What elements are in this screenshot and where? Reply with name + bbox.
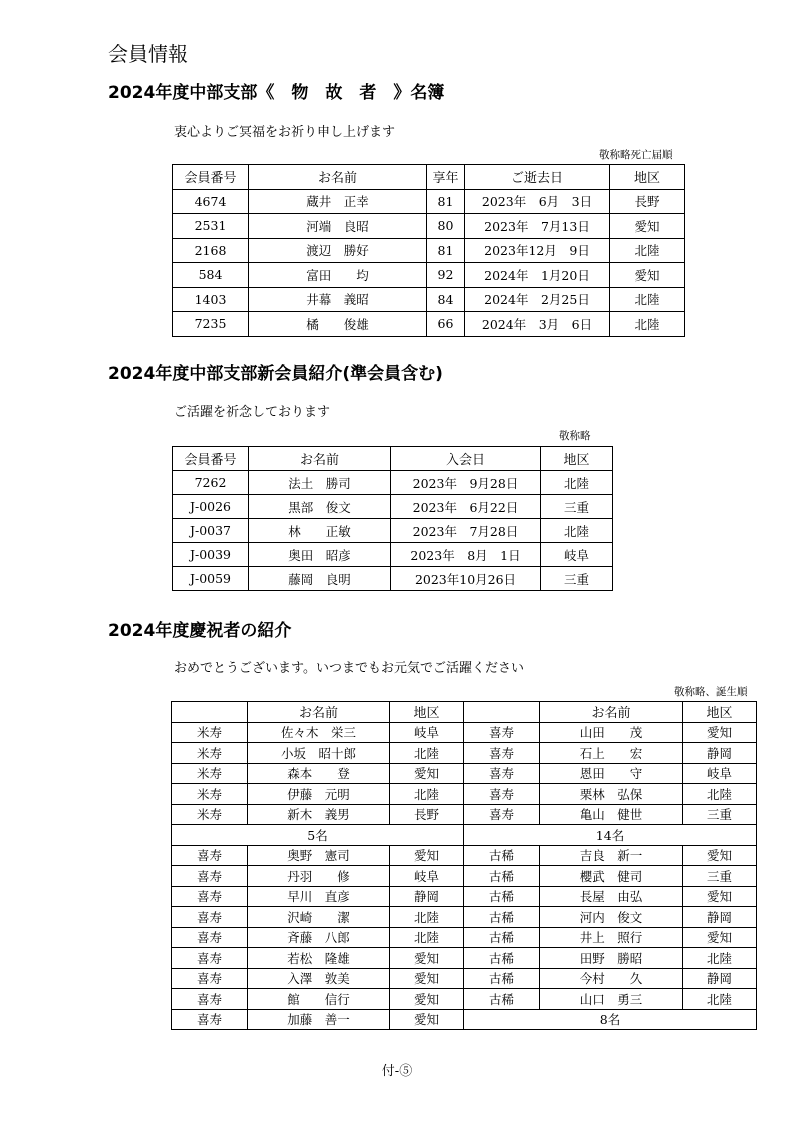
table-row [172, 743, 757, 764]
new-members-cell: 北陸 [541, 471, 613, 495]
celebration-column-header [464, 702, 540, 723]
celebration-cell: 岐阜 [683, 763, 757, 784]
celebration-cell: 静岡 [683, 743, 757, 764]
table-row [173, 519, 613, 543]
celebration-message: おめでとうございます。いつまでもお元気でご活躍ください [174, 661, 524, 676]
celebration-cell: 愛知 [390, 989, 464, 1010]
celebration-cell: 河内 俊文 [540, 907, 683, 928]
table-row [172, 968, 757, 989]
new-members-column-header: 会員番号 [173, 447, 249, 471]
celebration-cell: 山口 勇三 [540, 989, 683, 1010]
celebration-cell: 米寿 [172, 804, 248, 825]
deceased-table-header [173, 165, 685, 190]
celebration-cell: 喜寿 [464, 784, 540, 805]
deceased-table [172, 164, 685, 337]
celebration-heading: 2024年度慶祝者の紹介 [108, 621, 292, 641]
celebration-cell: 岐阜 [390, 722, 464, 743]
new-members-note: 敬称略 [559, 430, 591, 442]
deceased-column-header: ご逝去日 [465, 165, 610, 190]
celebration-cell: 沢崎 潔 [248, 907, 390, 928]
celebration-column-header: お名前 [248, 702, 390, 723]
deceased-column-header: お名前 [249, 165, 427, 190]
new-members-cell: 2023年 6月22日 [391, 495, 541, 519]
new-members-cell: 2023年 9月28日 [391, 471, 541, 495]
celebration-header-row [172, 702, 757, 723]
celebration-column-header: 地区 [683, 702, 757, 723]
table-row [173, 567, 613, 591]
table-row [173, 543, 613, 567]
celebration-cell: 喜寿 [172, 907, 248, 928]
table-row [173, 287, 685, 312]
celebration-cell: 井上 照行 [540, 927, 683, 948]
celebration-cell: 早川 直彦 [248, 886, 390, 907]
table-row [173, 189, 685, 214]
celebration-cell: 米寿 [172, 763, 248, 784]
celebration-column-header: お名前 [540, 702, 683, 723]
count-right: 14名 [464, 825, 757, 846]
celebration-cell: 古稀 [464, 927, 540, 948]
celebration-cell: 三重 [683, 866, 757, 887]
celebration-cell: 山田 茂 [540, 722, 683, 743]
deceased-cell: 84 [427, 287, 465, 312]
celebration-cell: 佐々木 栄三 [248, 722, 390, 743]
new-members-cell: 奥田 昭彦 [249, 543, 391, 567]
count-row [172, 825, 757, 846]
celebration-cell: 静岡 [683, 907, 757, 928]
celebration-cell: 喜寿 [464, 743, 540, 764]
new-members-cell: 三重 [541, 495, 613, 519]
table-row [172, 784, 757, 805]
celebration-cell: 伊藤 元明 [248, 784, 390, 805]
celebration-cell: 愛知 [390, 1009, 464, 1030]
new-members-cell: J-0039 [173, 543, 249, 567]
table-row [172, 866, 757, 887]
celebration-cell: 若松 隆雄 [248, 948, 390, 969]
page-header-title: 会員情報 [108, 42, 188, 66]
deceased-cell: 81 [427, 238, 465, 263]
celebration-table [171, 701, 757, 1030]
celebration-cell: 新木 義男 [248, 804, 390, 825]
deceased-cell: 1403 [173, 287, 249, 312]
deceased-cell: 584 [173, 263, 249, 288]
celebration-cell: 静岡 [390, 886, 464, 907]
deceased-cell: 富田 均 [249, 263, 427, 288]
celebration-cell: 愛知 [390, 968, 464, 989]
deceased-cell: 2024年 2月25日 [465, 287, 610, 312]
deceased-cell: 渡辺 勝好 [249, 238, 427, 263]
new-members-table-body [173, 471, 613, 591]
new-members-table-header [173, 447, 613, 471]
celebration-cell: 奥野 憲司 [248, 845, 390, 866]
celebration-cell: 吉良 新一 [540, 845, 683, 866]
new-members-cell: J-0037 [173, 519, 249, 543]
deceased-cell: 愛知 [610, 263, 685, 288]
celebration-cell: 小坂 昭十郎 [248, 743, 390, 764]
celebration-cell: 愛知 [390, 845, 464, 866]
table-row [172, 989, 757, 1010]
celebration-cell: 古稀 [464, 907, 540, 928]
celebration-cell: 喜寿 [172, 886, 248, 907]
deceased-cell: 7235 [173, 312, 249, 337]
deceased-cell: 北陸 [610, 312, 685, 337]
page-number: 付-⑤ [381, 1064, 413, 1079]
deceased-cell: 81 [427, 189, 465, 214]
new-members-column-header: 地区 [541, 447, 613, 471]
celebration-cell: 北陸 [683, 948, 757, 969]
celebration-cell: 愛知 [683, 722, 757, 743]
celebration-cell: 古稀 [464, 886, 540, 907]
table-row [172, 845, 757, 866]
celebration-cell: 石上 宏 [540, 743, 683, 764]
celebration-cell: 喜寿 [464, 722, 540, 743]
last-row [172, 1009, 757, 1030]
table-row [173, 263, 685, 288]
celebration-cell: 古稀 [464, 948, 540, 969]
celebration-cell: 今村 久 [540, 968, 683, 989]
table-row [173, 471, 613, 495]
table-row [173, 312, 685, 337]
celebration-cell: 加藤 善一 [248, 1009, 390, 1030]
celebration-cell: 愛知 [683, 845, 757, 866]
celebration-cell: 喜寿 [172, 866, 248, 887]
celebration-cell: 喜寿 [172, 845, 248, 866]
deceased-column-header: 地区 [610, 165, 685, 190]
new-members-table [172, 446, 613, 591]
celebration-table-body [172, 722, 757, 1030]
celebration-cell: 愛知 [390, 948, 464, 969]
celebration-cell: 栗林 弘保 [540, 784, 683, 805]
celebration-cell: 喜寿 [172, 989, 248, 1010]
deceased-cell: 北陸 [610, 238, 685, 263]
deceased-cell: 橘 俊雄 [249, 312, 427, 337]
deceased-cell: 北陸 [610, 287, 685, 312]
deceased-header-row [173, 165, 685, 190]
celebration-cell: 北陸 [390, 784, 464, 805]
celebration-cell: 岐阜 [390, 866, 464, 887]
celebration-cell: 喜寿 [464, 804, 540, 825]
new-members-heading: 2024年度中部支部新会員紹介(準会員含む) [108, 364, 443, 384]
celebration-cell: 喜寿 [172, 948, 248, 969]
count-left: 5名 [172, 825, 464, 846]
celebration-cell: 愛知 [683, 927, 757, 948]
table-row [172, 927, 757, 948]
new-members-cell: J-0026 [173, 495, 249, 519]
celebration-note: 敬称略、誕生順 [674, 686, 748, 698]
deceased-cell: 2531 [173, 214, 249, 239]
deceased-cell: 2024年 1月20日 [465, 263, 610, 288]
celebration-cell: 北陸 [683, 784, 757, 805]
new-members-cell: 7262 [173, 471, 249, 495]
celebration-cell: 入澤 敦美 [248, 968, 390, 989]
celebration-cell: 古稀 [464, 845, 540, 866]
new-members-cell: 北陸 [541, 519, 613, 543]
celebration-cell: 米寿 [172, 722, 248, 743]
celebration-cell: 北陸 [390, 927, 464, 948]
celebration-table-header [172, 702, 757, 723]
celebration-cell: 三重 [683, 804, 757, 825]
celebration-cell: 米寿 [172, 743, 248, 764]
celebration-cell: 館 信行 [248, 989, 390, 1010]
deceased-note: 敬称略死亡届順 [599, 149, 673, 161]
celebration-cell: 米寿 [172, 784, 248, 805]
celebration-cell: 喜寿 [172, 968, 248, 989]
table-row [173, 214, 685, 239]
celebration-cell: 恩田 守 [540, 763, 683, 784]
deceased-cell: 2023年12月 9日 [465, 238, 610, 263]
new-members-column-header: お名前 [249, 447, 391, 471]
celebration-cell: 丹羽 修 [248, 866, 390, 887]
deceased-cell: 2023年 6月 3日 [465, 189, 610, 214]
table-row [172, 804, 757, 825]
deceased-cell: 蔵井 正幸 [249, 189, 427, 214]
deceased-table-body [173, 189, 685, 336]
celebration-cell: 櫻武 健司 [540, 866, 683, 887]
new-members-cell: 2023年10月26日 [391, 567, 541, 591]
new-members-header-row [173, 447, 613, 471]
celebration-cell: 北陸 [390, 907, 464, 928]
celebration-cell: 喜寿 [172, 927, 248, 948]
deceased-column-header: 会員番号 [173, 165, 249, 190]
table-row [172, 763, 757, 784]
celebration-cell: 愛知 [683, 886, 757, 907]
deceased-cell: 4674 [173, 189, 249, 214]
deceased-cell: 2024年 3月 6日 [465, 312, 610, 337]
deceased-cell: 井幕 義昭 [249, 287, 427, 312]
table-row [173, 495, 613, 519]
deceased-message: 衷心よりご冥福をお祈り申し上げます [174, 125, 396, 140]
new-members-cell: 法土 勝司 [249, 471, 391, 495]
new-members-cell: 黒部 俊文 [249, 495, 391, 519]
celebration-cell: 長屋 由弘 [540, 886, 683, 907]
celebration-cell: 愛知 [390, 763, 464, 784]
deceased-cell: 2023年 7月13日 [465, 214, 610, 239]
celebration-cell: 北陸 [683, 989, 757, 1010]
table-row [172, 907, 757, 928]
new-members-cell: 2023年 8月 1日 [391, 543, 541, 567]
new-members-cell: 藤岡 良明 [249, 567, 391, 591]
celebration-column-header: 地区 [390, 702, 464, 723]
celebration-cell: 北陸 [390, 743, 464, 764]
table-row [173, 238, 685, 263]
new-members-cell: 岐阜 [541, 543, 613, 567]
table-row [172, 886, 757, 907]
table-row [172, 948, 757, 969]
deceased-cell: 66 [427, 312, 465, 337]
deceased-cell: 愛知 [610, 214, 685, 239]
deceased-cell: 80 [427, 214, 465, 239]
deceased-cell: 2168 [173, 238, 249, 263]
celebration-cell: 古稀 [464, 989, 540, 1010]
celebration-cell: 長野 [390, 804, 464, 825]
celebration-cell: 森本 登 [248, 763, 390, 784]
celebration-cell: 喜寿 [464, 763, 540, 784]
deceased-column-header: 享年 [427, 165, 465, 190]
celebration-cell: 古稀 [464, 968, 540, 989]
celebration-column-header [172, 702, 248, 723]
celebration-cell: 古稀 [464, 866, 540, 887]
deceased-cell: 92 [427, 263, 465, 288]
new-members-cell: 2023年 7月28日 [391, 519, 541, 543]
celebration-cell: 斉藤 八郎 [248, 927, 390, 948]
celebration-cell: 亀山 健世 [540, 804, 683, 825]
new-members-cell: J-0059 [173, 567, 249, 591]
count-final: 8名 [464, 1009, 757, 1030]
deceased-heading: 2024年度中部支部《 物 故 者 》名簿 [108, 83, 445, 103]
new-members-column-header: 入会日 [391, 447, 541, 471]
new-members-message: ご活躍を祈念しております [174, 405, 331, 420]
new-members-cell: 林 正敏 [249, 519, 391, 543]
deceased-cell: 河端 良昭 [249, 214, 427, 239]
table-row [172, 722, 757, 743]
new-members-cell: 三重 [541, 567, 613, 591]
deceased-cell: 長野 [610, 189, 685, 214]
celebration-cell: 田野 勝昭 [540, 948, 683, 969]
celebration-cell: 喜寿 [172, 1009, 248, 1030]
celebration-cell: 静岡 [683, 968, 757, 989]
